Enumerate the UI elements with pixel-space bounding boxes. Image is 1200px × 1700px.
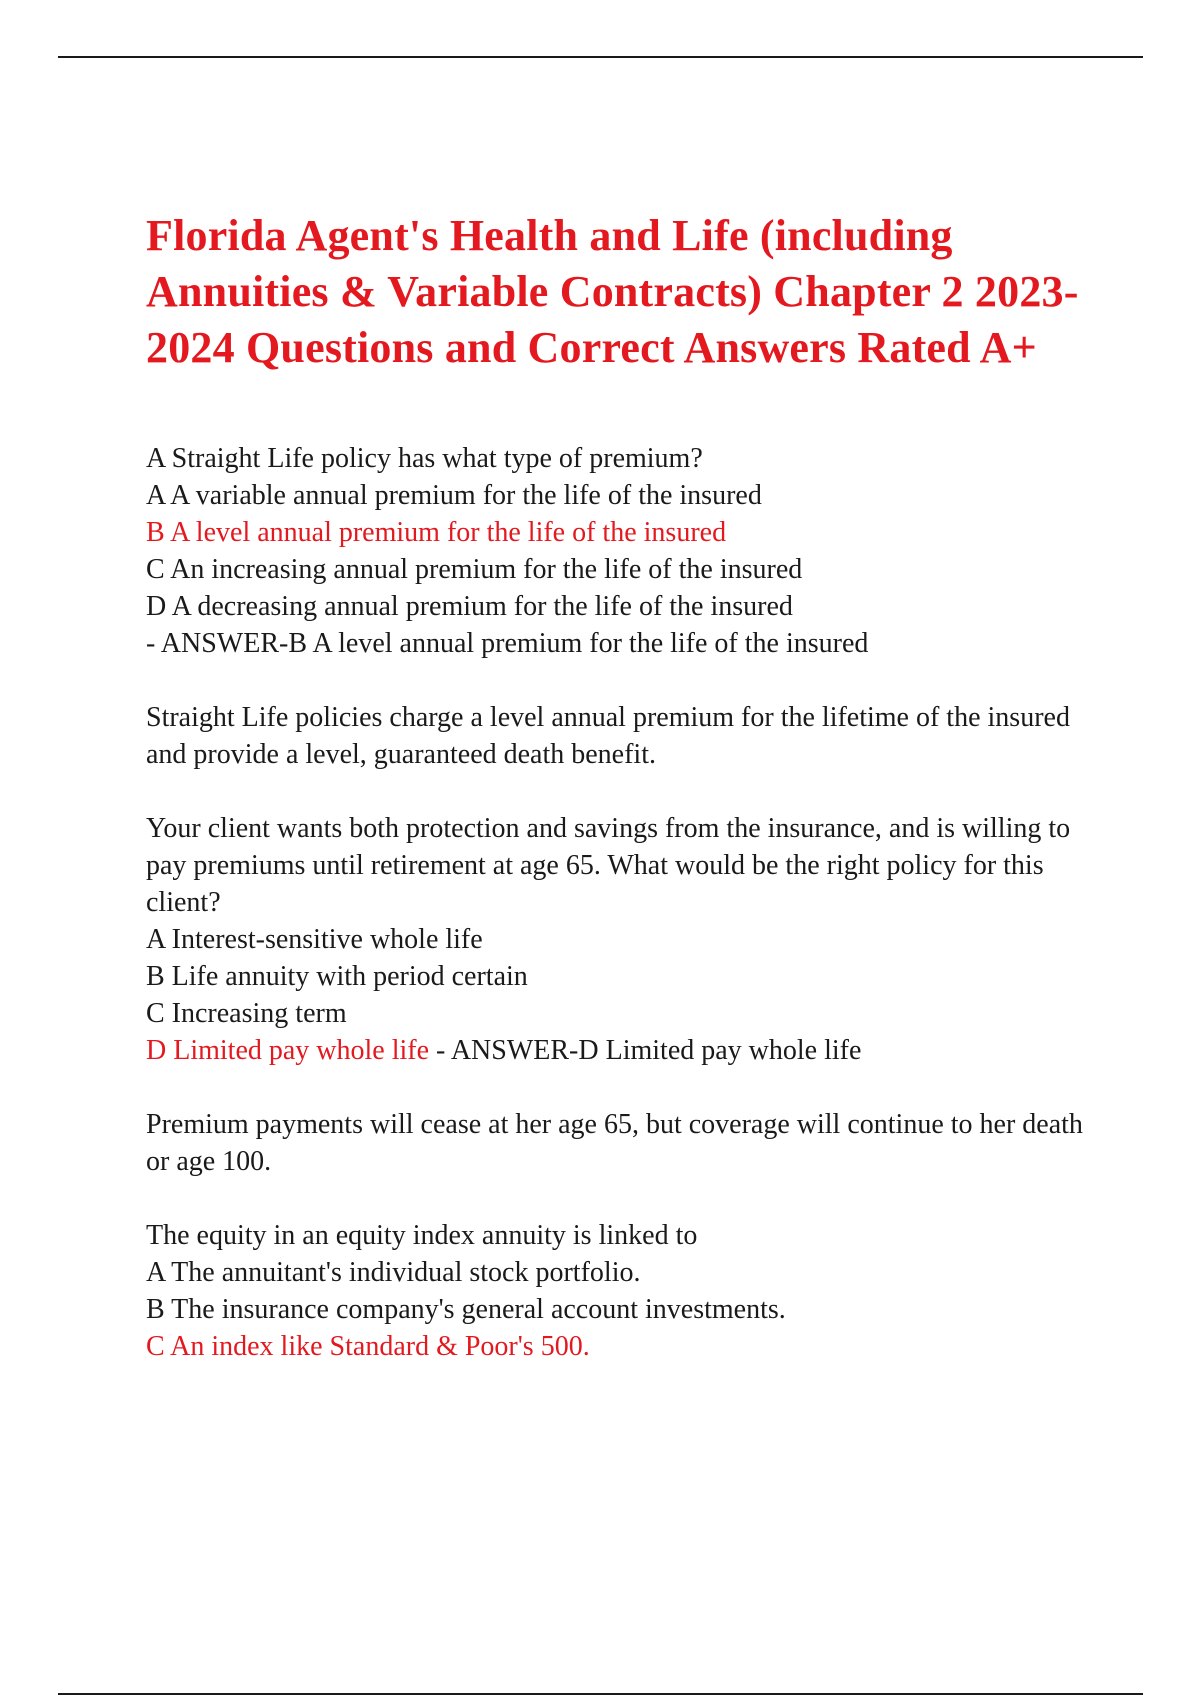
q2-explanation: Premium payments will cease at her age 65, but coverage will continue to her death or age 100. bbox=[146, 1109, 1083, 1177]
document-title: Florida Agent's Health and Life (including Annuities & Variable Contracts) Chapter 2 2023-2024 Questions and Correct Answers Rated A+ bbox=[146, 211, 1079, 372]
q2-question: Your client wants both protection and savings from the insurance, and is willing to pay premiums until retirement at age 65. What would be the right policy for this client? bbox=[146, 813, 1071, 918]
q3-question: The equity in an equity index annuity is linked to bbox=[146, 1220, 698, 1251]
q2-option-b: B Life annuity with period certain bbox=[146, 961, 528, 992]
q2-option-c: C Increasing term bbox=[146, 998, 347, 1029]
q2-option-d-correct: D Limited pay whole life bbox=[146, 1035, 430, 1066]
top-rule bbox=[58, 56, 1143, 58]
q1-option-a: A A variable annual premium for the life of the insured bbox=[146, 480, 762, 511]
q2-option-d-line bbox=[146, 1032, 1106, 1069]
bottom-rule bbox=[58, 1693, 1143, 1695]
q1-answer: - ANSWER-B A level annual premium for the life of the insured bbox=[146, 628, 869, 659]
q3-option-c-correct: C An index like Standard & Poor's 500. bbox=[146, 1331, 590, 1362]
q2-answer: - ANSWER-D Limited pay whole life bbox=[429, 1035, 862, 1066]
q1-explanation: Straight Life policies charge a level annual premium for the lifetime of the insured and provide a level, guaranteed death benefit. bbox=[146, 702, 1070, 770]
document-content bbox=[146, 208, 1106, 1365]
q3-option-b: B The insurance company's general account investments. bbox=[146, 1294, 786, 1325]
q2-option-a: A Interest-sensitive whole life bbox=[146, 924, 483, 955]
q1-option-b-correct: B A level annual premium for the life of the insured bbox=[146, 517, 727, 548]
q1-question: A Straight Life policy has what type of premium? bbox=[146, 443, 703, 474]
q1-option-c: C An increasing annual premium for the life of the insured bbox=[146, 554, 803, 585]
document-body bbox=[146, 440, 1106, 1365]
q1-option-d: D A decreasing annual premium for the life of the insured bbox=[146, 591, 793, 622]
q3-option-a: A The annuitant's individual stock portfolio. bbox=[146, 1257, 641, 1288]
